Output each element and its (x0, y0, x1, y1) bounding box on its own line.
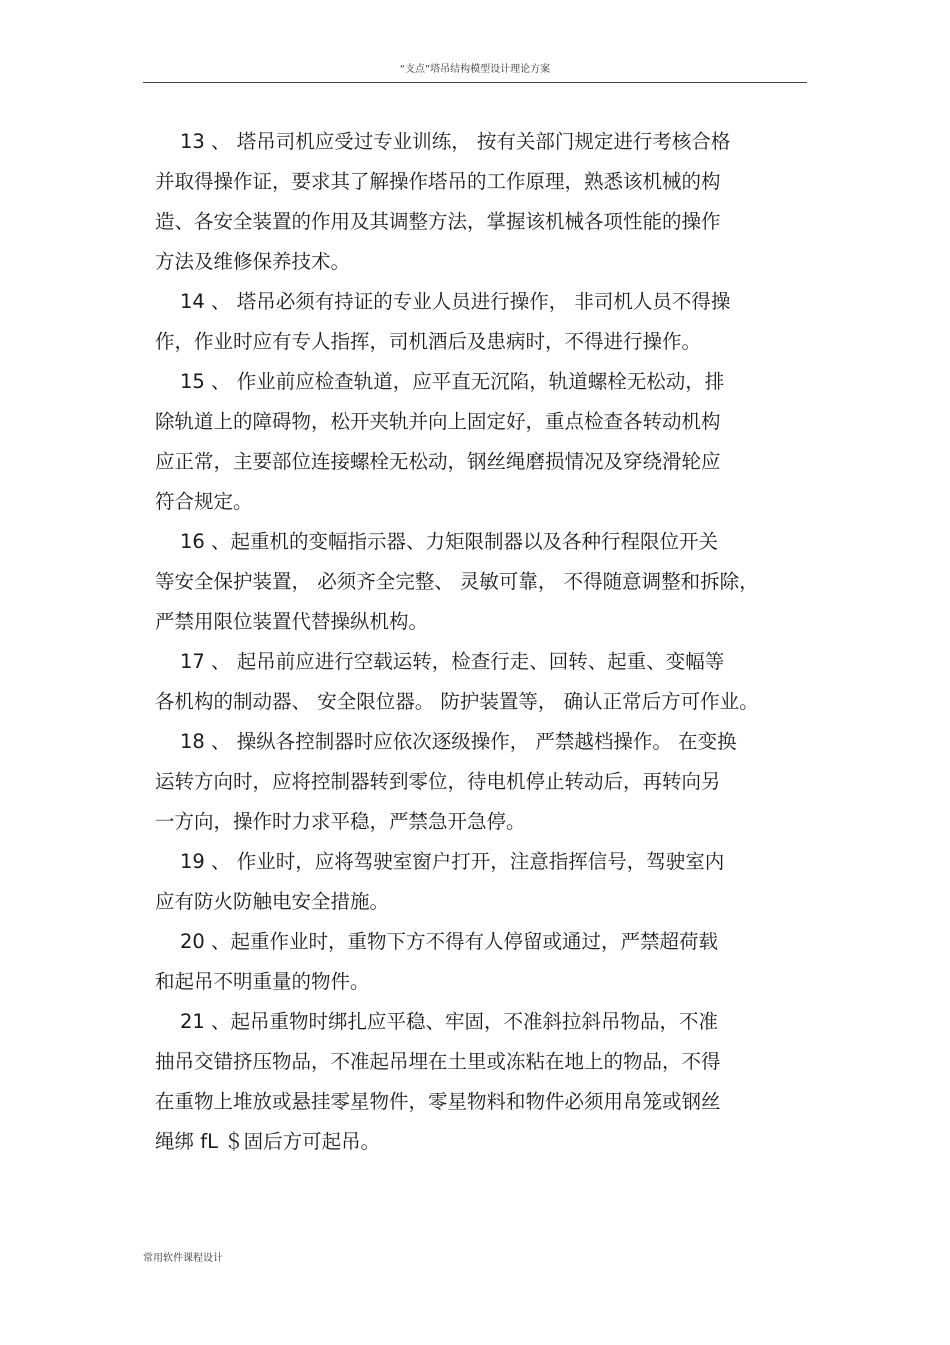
text-line: 17 、 起吊前应进行空载运转，检查行走、回转、起重、变幅等 (180, 650, 725, 673)
text-line: 16 、起重机的变幅指示器、力矩限制器以及各种行程限位开关 (180, 530, 719, 553)
text-line: 15 、 作业前应检查轨道，应平直无沉陷，轨道螺栓无松动，排 (180, 370, 725, 393)
header-divider (143, 82, 807, 83)
text-line: 一方向，操作时力求平稳，严禁急开急停。 (155, 810, 526, 833)
text-line: 除轨道上的障碍物，松开夹轨并向上固定好，重点检查各转动机构 (155, 410, 721, 433)
page-header-title: “支点”塔吊结构模型设计理论方案 (399, 64, 551, 75)
text-line: 在重物上堆放或悬挂零星物件，零星物料和物件必须用帛笼或钢丝 (155, 1090, 721, 1113)
text-line: 13 、 塔吊司机应受过专业训练， 按有关部门规定进行考核合格 (180, 130, 731, 153)
text-line: 抽吊交错挤压物品，不准起吊埋在土里或冻粘在地上的物品，不得 (155, 1050, 721, 1073)
text-line: 14 、 塔吊必须有持证的专业人员进行操作， 非司机人员不得操 (180, 290, 731, 313)
text-line: 作，作业时应有专人指挥，司机酒后及患病时，不得进行操作。 (155, 330, 702, 353)
text-line: 方法及维修保养技术。 (155, 250, 351, 273)
text-line: 各机构的制动器、 安全限位器。 防护装置等， 确认正常后方可作业。 (155, 690, 759, 713)
text-line: 20 、起重作业时，重物下方不得有人停留或通过，严禁超荷载 (180, 930, 719, 953)
text-line: 符合规定。 (155, 490, 253, 513)
text-line: 21 、起吊重物时绑扎应平稳、牢固，不准斜拉斜吊物品，不准 (180, 1010, 719, 1033)
document-body (155, 122, 815, 1162)
text-line: 应正常，主要部位连接螺栓无松动，钢丝绳磨损情况及穿绕滑轮应 (155, 450, 721, 473)
text-line: 造、各安全装置的作用及其调整方法，掌握该机械各项性能的操作 (155, 210, 721, 233)
text-line: 等安全保护装置， 必须齐全完整、 灵敏可靠， 不得随意调整和拆除， (155, 570, 759, 593)
text-line: 严禁用限位装置代替操纵机构。 (155, 610, 429, 633)
text-line: 和起吊不明重量的物件。 (155, 970, 370, 993)
page-footer-text: 常用软件课程设计 (143, 1253, 223, 1264)
text-line: 18 、 操纵各控制器时应依次逐级操作， 严禁越档操作。 在变换 (180, 730, 737, 753)
text-line: 并取得操作证，要求其了解操作塔吊的工作原理，熟悉该机械的构 (155, 170, 721, 193)
text-line: 绳绑 fL ＄固后方可起吊。 (155, 1130, 381, 1153)
text-line: 应有防火防触电安全措施。 (155, 890, 390, 913)
text-line: 19 、 作业时，应将驾驶室窗户打开，注意指挥信号，驾驶室内 (180, 850, 725, 873)
text-line: 运转方向时，应将控制器转到零位，待电机停止转动后，再转向另 (155, 770, 721, 793)
